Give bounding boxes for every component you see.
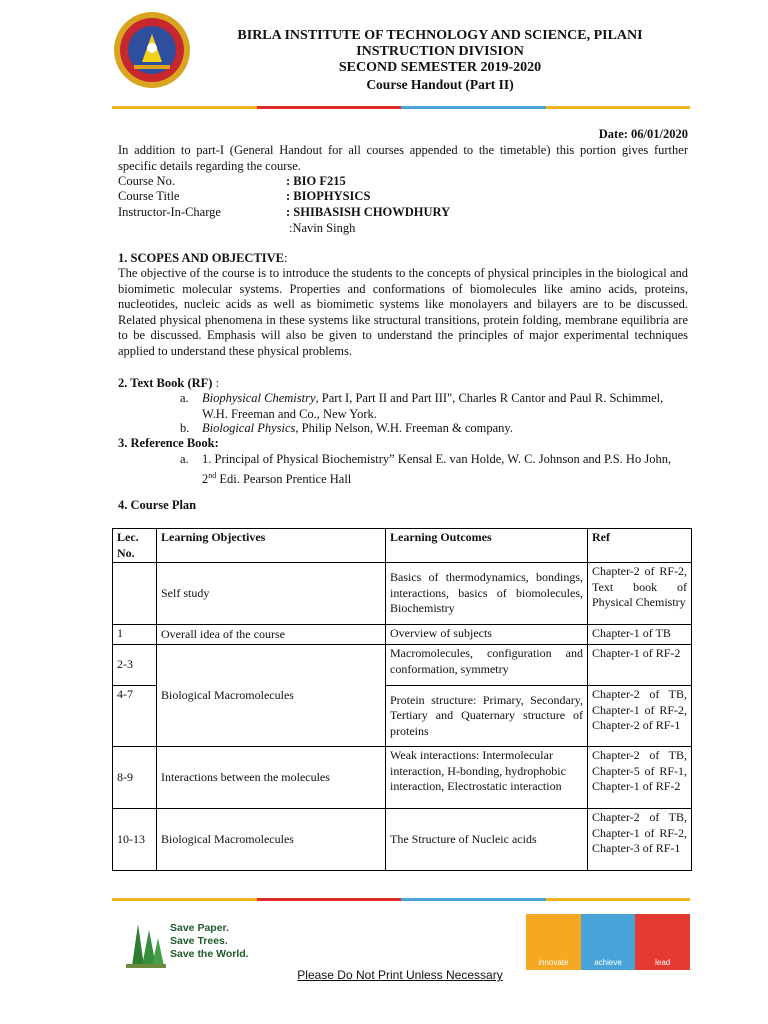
save-line-3: Save the World. [170, 948, 249, 960]
cell-outcome: Weak interactions: Intermolecular interaction, H-bonding, hydrophobic interaction, Electrostatic interaction [386, 747, 588, 809]
reference-a: 1. Principal of Physical Biochemistry” Kensal E. van Holde, W. C. Johnson and P.S. Ho John, 2nd Edi. Pearson Prentice Hall [202, 452, 672, 486]
course-plan-table [112, 528, 692, 871]
header-lec: Lec. No. [113, 529, 157, 563]
cell-outcome: The Structure of Nucleic acids [386, 809, 588, 871]
cell-outcome: Protein structure: Primary, Secondary, Tertiary and Quaternary structure of proteins [386, 686, 588, 747]
table-row [113, 625, 692, 645]
values-banner [526, 914, 690, 970]
tree-icon [124, 918, 168, 970]
institute-name: BIRLA INSTITUTE OF TECHNOLOGY AND SCIENCE, PILANI [237, 28, 643, 43]
course-no-value: : BIO F215 [286, 174, 346, 188]
cell-objective: Biological Macromolecules [157, 809, 386, 871]
scope-heading: 1. SCOPES AND OBJECTIVE: [118, 251, 288, 265]
cell-objective: Self study [157, 563, 386, 625]
reference-a-marker: a. [180, 452, 189, 466]
header-outcomes: Learning Outcomes [386, 529, 588, 563]
reference-heading: 3. Reference Book: [118, 436, 219, 450]
textbook-heading: 2. Text Book (RF) : [118, 376, 220, 390]
banner-innovate: innovate [526, 914, 581, 970]
footer-divider [112, 898, 690, 901]
cell-lec: 10-13 [113, 809, 157, 871]
course-no-label: Course No. [118, 174, 175, 188]
table-header-row [113, 529, 692, 563]
textbook-b: Biological Physics, Philip Nelson, W.H. Freeman & company. [202, 421, 513, 435]
cell-lec: 1 [113, 625, 157, 645]
cell-lec: 4-7 [113, 686, 157, 747]
cell-outcome: Macromolecules, configuration and conformation, symmetry [386, 645, 588, 686]
header-ref: Ref [588, 529, 692, 563]
cell-outcome: Basics of thermodynamics, bondings, interactions, basics of biomolecules, Biochemistry [386, 563, 588, 625]
cell-objective: Biological Macromolecules [157, 645, 386, 747]
textbook-a-marker: a. [180, 391, 189, 405]
cell-ref: Chapter-2 of TB, Chapter-1 of RF-2, Chapter-2 of RF-1 [588, 686, 692, 747]
print-notice: Please Do Not Print Unless Necessary [297, 968, 503, 982]
header-objectives: Learning Objectives [157, 529, 386, 563]
table-row [113, 809, 692, 871]
cell-objective: Overall idea of the course [157, 625, 386, 645]
cell-lec: 2-3 [113, 645, 157, 686]
course-title-value: : BIOPHYSICS [286, 189, 371, 203]
textbook-a: Biophysical Chemistry, Part I, Part II and Part III", Charles R Cantor and Paul R. Schimmel, W.H. Freeman and Co., New York. [202, 391, 664, 421]
cell-ref: Chapter-2 of TB, Chapter-1 of RF-2, Chapter-3 of RF-1 [588, 809, 692, 871]
cell-ref: Chapter-1 of RF-2 [588, 645, 692, 686]
cell-outcome: Overview of subjects [386, 625, 588, 645]
handout-title: Course Handout (Part II) [366, 77, 514, 92]
course-title-label: Course Title [118, 189, 180, 203]
co-instructor: :Navin Singh [289, 221, 356, 235]
textbook-b-marker: b. [180, 421, 190, 435]
scope-text: The objective of the course is to introduce the students to the concepts of physical principles in the biological and biomimetic molecular systems. Properties and conformations of biomolecules like amino acids, proteins, nucleotides, nucleic acids as well as biomimetic systems like monolayers and bilayers are to be discussed. Related physical phenomena in these systems like structural transitions, protein folding, membrane equilibria are to be discussed. Emphasis will also be given to understand the principles of major experimental techniques applied to understand these physical problems. [118, 266, 688, 358]
cell-ref: Chapter-1 of TB [588, 625, 692, 645]
save-line-2: Save Trees. [170, 935, 228, 947]
division-name: INSTRUCTION DIVISION [356, 44, 524, 59]
cell-ref: Chapter-2 of TB, Chapter-5 of RF-1, Chapter-1 of RF-2 [588, 747, 692, 809]
instructor-value: : SHIBASISH CHOWDHURY [286, 205, 451, 219]
table-row [113, 563, 692, 625]
header-divider [112, 106, 690, 109]
instructor-label: Instructor-In-Charge [118, 205, 221, 219]
table-row [113, 747, 692, 809]
save-line-1: Save Paper. [170, 922, 229, 934]
cell-lec [113, 563, 157, 625]
semester: SECOND SEMESTER 2019-2020 [338, 60, 542, 75]
course-plan-heading: 4. Course Plan [118, 498, 197, 512]
cell-objective: Interactions between the molecules [157, 747, 386, 809]
institute-seal-icon [112, 10, 192, 90]
banner-achieve: achieve [581, 914, 636, 970]
cell-ref: Chapter-2 of RF-2, Text book of Physical Chemistry [588, 563, 692, 625]
table-row [113, 645, 692, 686]
intro-text: In addition to part-I (General Handout for all courses appended to the timetable) this portion gives further specific details regarding the course. [118, 143, 688, 173]
save-paper-badge [124, 918, 264, 970]
banner-lead: lead [635, 914, 690, 970]
date: Date: 06/01/2020 [598, 127, 688, 141]
cell-lec: 8-9 [113, 747, 157, 809]
